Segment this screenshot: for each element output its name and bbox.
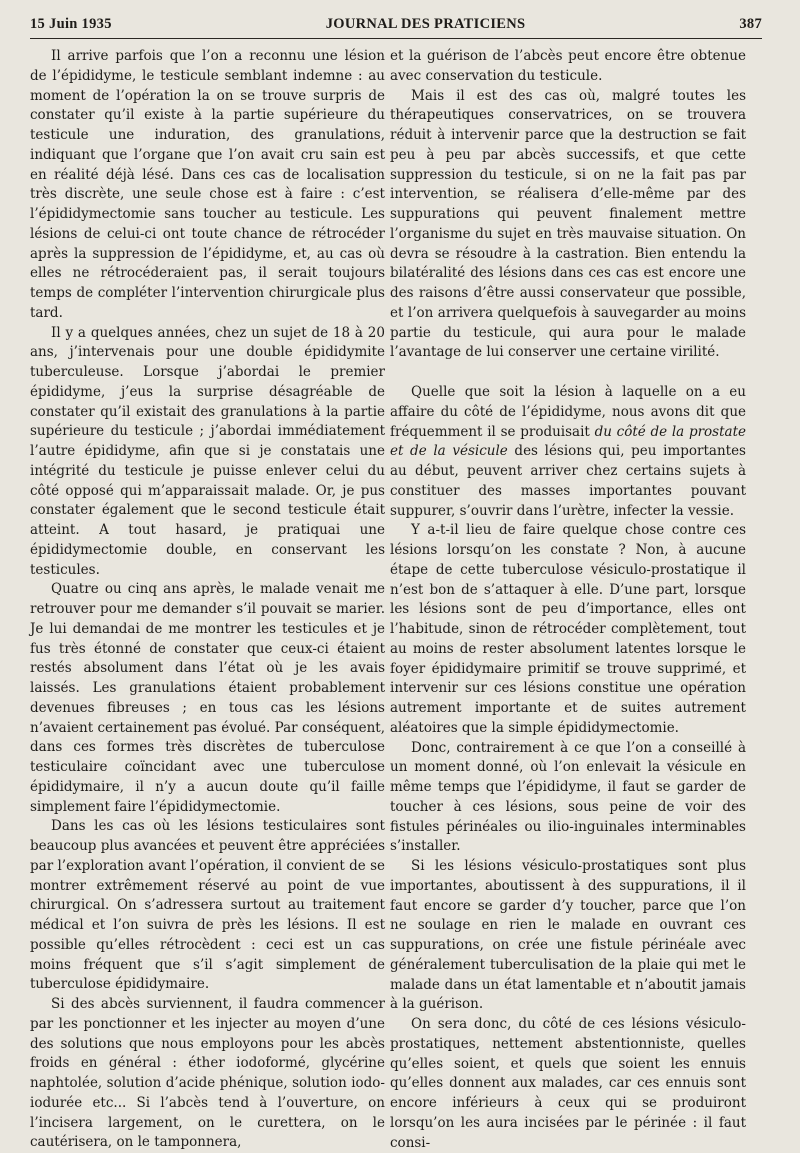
paragraph-text: des lésions qui, peu importantes au début, peuvent arriver chez certains sujets à constituer des masses importantes pouvant suppurer, s’ouvrir dans l’urètre, infecter la vessie. bbox=[390, 443, 746, 519]
right-column bbox=[390, 47, 746, 1153]
paragraph: Quatre ou cinq ans après, le malade venait me retrouver pour me demander s’il pouvait se marier. Je lui demandai de me montrer les testicules et je fus très étonné de constater que ceux-ci étaient restés absolument dans l’état où je les avais laissés. Les granulations étaient probablement devenues fibreuses ; en tous cas les lésions n’avaient certainement pas évolué. Par conséquent, dans ces formes très discrètes de tuberculose testiculaire coïncidant avec une tuberculose épididymaire, il n’y a aucun doute qu’il faille simplement faire l’épididymectomie. bbox=[30, 581, 385, 815]
paragraph: Si des abcès surviennent, il faudra commencer par les ponctionner et les injecter au moyen d’une des solutions que nous employons pour les abcès froids en général : éther iodoformé, glycérine naphtolée, solution d’acide phénique, solution iodo-iodurée etc... Si l’abcès tend à l’ouverture, on l’incisera largement, on le curettera, on le cautérisera, on le tamponnera, bbox=[30, 996, 385, 1151]
header-journal-title: JOURNAL DES PRATICIENS bbox=[325, 16, 526, 32]
paragraph-text: Quelle que soit la lésion à laquelle on a eu affaire du côté de l’épididyme, nous avons dit que fréquemment il se produisait bbox=[390, 384, 746, 440]
header-rule bbox=[30, 38, 762, 39]
header-date: 15 Juin 1935 bbox=[30, 16, 112, 32]
paragraph: Mais il est des cas où, malgré toutes les thérapeutiques conservatrices, on se trouvera réduit à intervenir parce que la destruction se fait peu à peu par abcès successifs, et que cette suppression du testicule, si on ne la fait pas par intervention, se réalisera d’elle-même par des suppurations qui peuvent finalement mettre l’organisme du sujet en très mauvaise situation. On devra se résoudre à la castration. Bien entendu la bilatéralité des lésions dans ces cas est encore une des raisons d’être aussi conservateur que possible, et l’on arrivera quelquefois à sauvegarder au moins partie du testicule, qui aura pour le malade l’avantage de lui conserver une certaine virilité. bbox=[390, 87, 746, 361]
paragraph: Si les lésions vésiculo-prostatiques sont plus importantes, aboutissent à des suppurations, il il faut encore se garder d’y toucher, parce que l’on ne soulage en rien le malade en ouvrant ces suppurations, on crée une fistule périnéale avec généralement tuberculisation de la plaie qui met le malade dans un état lamentable et n’aboutit jamais à la guérison. bbox=[390, 858, 746, 1013]
paragraph-continued: et la guérison de l’abcès peut encore être obtenue avec conservation du testicule. bbox=[390, 48, 746, 84]
running-header bbox=[30, 16, 762, 38]
left-column bbox=[30, 47, 385, 1153]
paragraph: Il arrive parfois que l’on a reconnu une lésion de l’épididyme, le testicule semblant indemne : au moment de l’opération la on se trouve surpris de constater qu’il existe à la partie supérieure du testicule une induration, des granulations, indiquant que l’organe que l’on avait cru sain est en réalité déjà lésé. Dans ces cas de localisation très discrète, une seule chose est à faire : c’est l’épididymectomie sans toucher au testicule. Les lésions de celui-ci ont toute chance de rétrocéder après la suppression de l’épididyme, et, au cas où elles ne rétrocéderaient pas, il serait toujours temps de compléter l’intervention chirurgicale plus tard. bbox=[30, 48, 385, 321]
paragraph: Dans les cas où les lésions testiculaires sont beaucoup plus avancées et peuvent être appréciées par l’exploration avant l’opération, il convient de se montrer extrêmement réservé au point de vue chirurgical. On s’adressera surtout au traitement médical et l’on suivra de près les lésions. Il est possible qu’elles rétrocèdent : ceci est un cas moins fréquent que s’il s’agit simplement de tuberculose épididymaire. bbox=[30, 818, 385, 993]
paragraph: Y a-t-il lieu de faire quelque chose contre ces lésions lorsqu’on les constate ? Non, à aucune étape de cette tuberculose vésiculo-prostatique il n’est bon de s’attaquer à elle. D’une part, lorsque les lésions sont de peu d’importance, elles ont l’habitude, sinon de rétrocéder complètement, tout au moins de rester absolument latentes lorsque le foyer épididymaire primitif se trouve supprimé, et intervenir sur ces lésions constitue une opération autrement importante et de suites autrement aléatoires que la simple épididymectomie. bbox=[390, 522, 746, 736]
italic-phrase: du côté de la prostate et de la vésicule bbox=[390, 423, 746, 460]
paragraph-prostate-vesicle bbox=[390, 383, 746, 521]
header-page-number: 387 bbox=[739, 16, 762, 32]
paragraph: Il y a quelques années, chez un sujet de 18 à 20 ans, j’intervenais pour une double épididymite tuberculeuse. Lorsque j’abordai le premier épididyme, j’eus la surprise désagréable de constater qu’il existait des granulations à la partie supérieure du testicule ; j’abordai immédiatement l’autre épididyme, afin que si je constatais une intégrité du testicule je puisse enlever celui du côté opposé qui m’apparaissait malade. Or, je pus constater également que le second testicule était atteint. A tout hasard, je pratiquai une épididymectomie double, en conservant les testicules. bbox=[30, 324, 385, 578]
paragraph: On sera donc, du côté de ces lésions vésiculo-prostatiques, nettement abstentionniste, quelles qu’elles soient, et quels que soient les ennuis qu’elles donnent aux malades, car ces ennuis sont encore inférieurs à ceux qui se produiront lorsqu’on les aura incisées par le périnée : il faut consi- bbox=[390, 1016, 746, 1151]
paragraph: Donc, contrairement à ce que l’on a conseillé à un moment donné, où l’on enlevait la vésicule en même temps que l’épididyme, il faut se garder de toucher à ces lésions, sous peine de voir des fistules périnéales ou ilio-inguinales interminables s’installer. bbox=[390, 739, 746, 855]
